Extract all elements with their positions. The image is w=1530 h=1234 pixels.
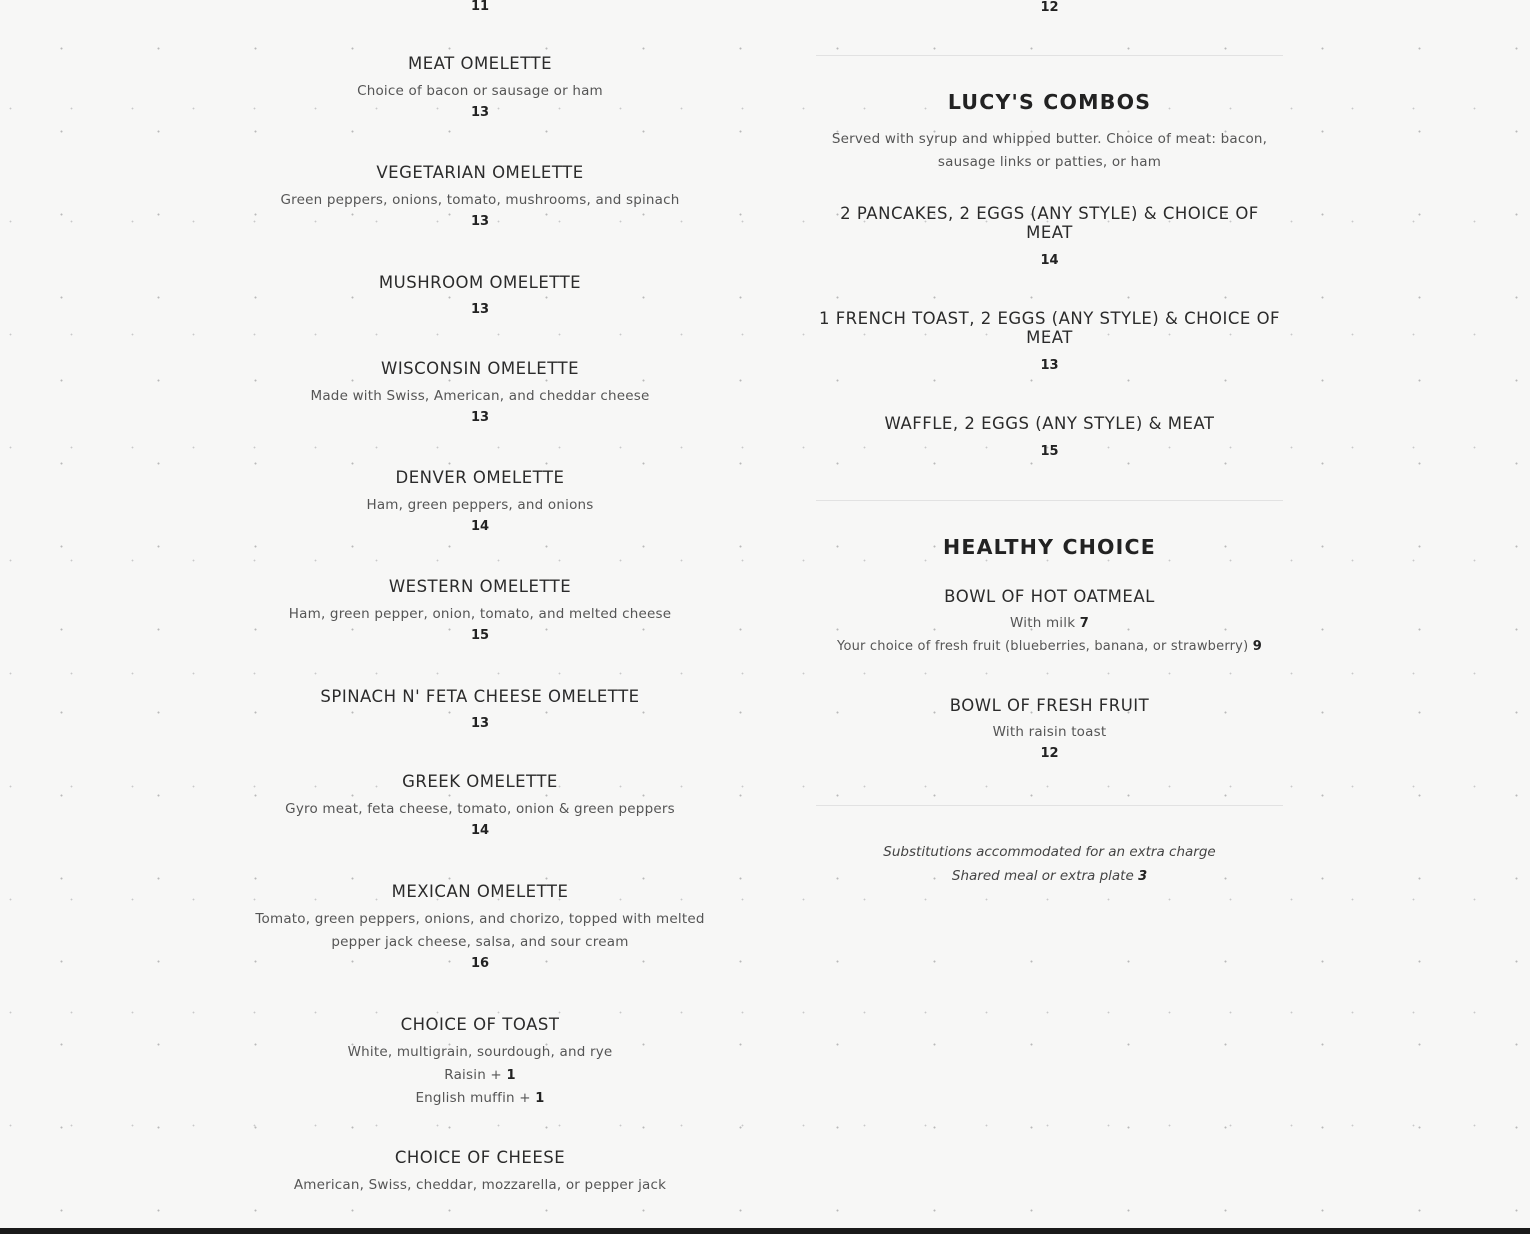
item-description-line-2: pepper jack cheese, salsa, and sour cream (331, 934, 629, 950)
item-price: 13 (470, 214, 490, 229)
item-name-line-1: 1 FRENCH TOAST, 2 EGGS (ANY STYLE) & CHOICE OF (818, 309, 1281, 328)
item-price: 13 (470, 716, 490, 731)
option-label: Your choice of fresh fruit (blueberries, banana, or strawberry) (837, 639, 1249, 654)
option-label: Raisin + (444, 1067, 502, 1083)
oatmeal-option-fruit (816, 635, 1283, 658)
item-price: 14 (470, 519, 490, 534)
item-description-line-1: Tomato, green peppers, onions, and chorizo, topped with melted (255, 911, 705, 927)
option-label: With milk (1010, 615, 1076, 631)
option-price: 1 (506, 1068, 516, 1083)
item-price: 13 (1040, 358, 1059, 373)
menu-item-western-omelette (240, 577, 720, 646)
section-divider (816, 500, 1283, 501)
menu-item-mushroom-omelette (240, 273, 720, 320)
menu-item-waffle-combo (816, 414, 1283, 462)
item-name: MEXICAN OMELETTE (391, 882, 569, 901)
item-description: Ham, green peppers, and onions (366, 497, 594, 513)
item-name: CHOICE OF TOAST (400, 1015, 560, 1034)
menu-item-spinach-feta-omelette (240, 687, 720, 734)
menu-item-mexican-omelette (240, 882, 720, 974)
item-price: 14 (1040, 253, 1059, 268)
item-name: CHOICE OF CHEESE (394, 1148, 566, 1167)
section-divider (816, 805, 1283, 806)
item-name: BOWL OF HOT OATMEAL (944, 587, 1155, 606)
menu-item-choice-of-toast (240, 1015, 720, 1110)
item-price: 13 (470, 105, 490, 120)
oatmeal-option-milk (816, 612, 1283, 635)
section-title-lucys-combos: LUCY'S COMBOS (947, 90, 1152, 114)
item-name: WESTERN OMELETTE (388, 577, 572, 596)
item-description: Made with Swiss, American, and cheddar cheese (310, 388, 650, 404)
item-description: Green peppers, onions, tomato, mushrooms, and spinach (280, 192, 680, 208)
menu-item-denver-omelette (240, 468, 720, 537)
item-price: 14 (470, 823, 490, 838)
note-label: Shared meal or extra plate (951, 868, 1134, 884)
item-description: With raisin toast (992, 724, 1107, 740)
item-description: American, Swiss, cheddar, mozzarella, or pepper jack (293, 1177, 667, 1193)
item-price: 12 (1040, 746, 1059, 761)
item-name: GREEK OMELETTE (402, 772, 558, 791)
menu-item-fresh-fruit (816, 696, 1283, 764)
item-name: BOWL OF FRESH FRUIT (949, 696, 1150, 715)
item-price: 13 (470, 410, 490, 425)
item-description: Gyro meat, feta cheese, tomato, onion & green peppers (285, 801, 675, 817)
item-price: 16 (470, 956, 490, 971)
previous-item-price: 11 (470, 0, 490, 14)
item-description: Ham, green pepper, onion, tomato, and melted cheese (288, 606, 672, 622)
item-description: Choice of bacon or sausage or ham (357, 83, 603, 99)
toast-option-raisin (240, 1064, 720, 1087)
item-name: VEGETARIAN OMELETTE (376, 163, 584, 182)
menu-item-pancake-combo (816, 204, 1283, 271)
item-name-line-2: MEAT (1026, 328, 1073, 347)
menu-item-greek-omelette (240, 772, 720, 841)
menu-item-choice-of-cheese (240, 1148, 720, 1197)
intro-line-1: Served with syrup and whipped butter. Choice of meat: bacon, (831, 131, 1268, 147)
option-label: English muffin + (415, 1090, 531, 1106)
section-title-healthy-choice: HEALTHY CHOICE (943, 535, 1156, 559)
menu-item-hot-oatmeal (816, 587, 1283, 658)
item-price: 13 (470, 302, 490, 317)
substitutions-note: Substitutions accommodated for an extra charge (883, 844, 1216, 860)
item-price: 15 (1040, 444, 1059, 459)
menu-item-vegetarian-omelette (240, 163, 720, 232)
bottom-bar (0, 1228, 1530, 1234)
menu-item-meat-omelette (240, 54, 720, 123)
menu-notes (816, 840, 1283, 889)
option-price: 1 (535, 1091, 545, 1106)
item-name: SPINACH N' FETA CHEESE OMELETTE (320, 687, 640, 706)
item-description: White, multigrain, sourdough, and rye (347, 1044, 613, 1060)
intro-line-2: sausage links or patties, or ham (937, 154, 1162, 170)
note-price: 3 (1138, 869, 1148, 884)
section-intro (816, 128, 1283, 174)
item-name: WISCONSIN OMELETTE (381, 359, 579, 378)
option-price: 9 (1252, 639, 1262, 654)
item-name: DENVER OMELETTE (395, 468, 565, 487)
item-price: 15 (470, 628, 490, 643)
item-name: MUSHROOM OMELETTE (378, 273, 582, 292)
section-divider (816, 55, 1283, 56)
item-name: WAFFLE, 2 EGGS (ANY STYLE) & MEAT (884, 414, 1215, 433)
menu-item-wisconsin-omelette (240, 359, 720, 428)
item-name-line-2: MEAT (1026, 223, 1073, 242)
item-name: MEAT OMELETTE (407, 54, 553, 73)
previous-item-price: 12 (1040, 0, 1059, 15)
option-price: 7 (1079, 616, 1089, 631)
item-name-line-1: 2 PANCAKES, 2 EGGS (ANY STYLE) & CHOICE OF (840, 204, 1259, 223)
shared-meal-note (816, 864, 1283, 889)
menu-item-french-toast-combo (816, 309, 1283, 376)
toast-option-english-muffin (240, 1087, 720, 1110)
